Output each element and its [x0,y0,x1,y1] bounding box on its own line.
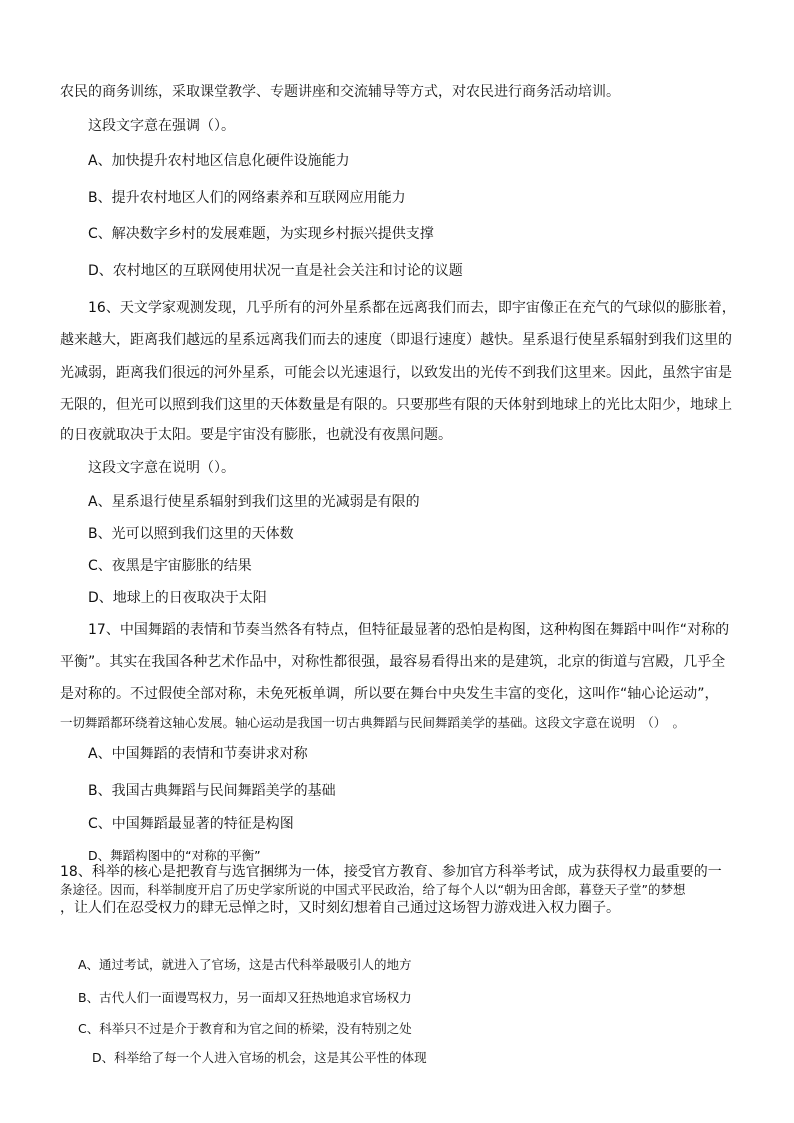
q17-option-d: D、舞蹈构图中的“对称的平衡” [88,848,261,863]
intro-line: 农民的商务训练，采取课堂教学、专题讲座和交流辅导等方式，对农民进行商务活动培训。 [60,84,620,100]
q16-line-5: 的日夜就取决于太阳。要是宇宙没有膨胀，也就没有夜黑问题。 [60,427,452,443]
q18-option-d: D、科举给了每一个人进入官场的机会，这是其公平性的体现 [92,1050,427,1065]
q16-option-a: A、星系退行使星系辐射到我们这里的光减弱是有限的 [88,494,420,510]
q18-option-a: A、通过考试，就进入了官场，这是古代科举最吸引人的地方 [78,957,412,972]
q17-line-2: 平衡”。其实在我国各种艺术作品中，对称性都很强，最容易看得出来的是建筑，北京的街道与宫殿，几乎全 [60,654,726,670]
intro-option-a: A、加快提升农村地区信息化硬件设施能力 [88,153,350,169]
q18-option-b: B、古代人们一面谩骂权力，另一面却又狂热地追求官场权力 [78,990,412,1005]
q18-line-1: 18、科举的核心是把教育与选官捆绑为一体，接受官方教育、参加官方科举考试，成为获得权力最重要的一 [60,864,722,880]
q18-line-2: 条途径。因而，科举制度开启了历史学家所说的中国式平民政治，给了每个人以“朝为田舍郎，暮登天子堂”的梦想 [60,882,686,897]
q17-line-3: 是对称的。不过假使全部对称，未免死板单调，所以要在舞台中央发生丰富的变化，这叫作“轴心论运动”， [60,686,719,702]
q17-line-1: 17、中国舞蹈的表情和节奏当然各有特点，但特征最显著的恐怕是构图，这种构图在舞蹈中叫作“对称的 [88,622,730,638]
intro-option-c: C、解决数字乡村的发展难题，为实现乡村振兴提供支撑 [88,226,434,242]
q16-line-4: 无限的，但光可以照到我们这里的天体数量是有限的。只要那些有限的天体射到地球上的光比太阳少，地球上 [60,397,732,413]
q18-line-3: ，让人们在忍受权力的肆无忌惮之时，又时刻幻想着自己通过这场智力游戏进入权力圈子。 [60,900,620,916]
q16-line-2: 越来越大，距离我们越远的星系远离我们而去的速度（即退行速度）越快。星系退行使星系辐射到我们这里的 [60,332,732,348]
q16-question: 这段文字意在说明（）。 [88,460,235,476]
q16-option-b: B、光可以照到我们这里的天体数 [88,526,294,542]
q17-option-c: C、中国舞蹈最显著的特征是构图 [88,816,294,832]
q16-line-3: 光减弱，距离我们很远的河外星系，可能会以光速退行，以致发出的光传不到我们这里来。因此，虽然宇宙是 [60,365,732,381]
q16-option-d: D、地球上的日夜取决于太阳 [88,590,267,606]
intro-option-d: D、农村地区的互联网使用状况一直是社会关注和讨论的议题 [88,263,463,279]
q16-option-c: C、夜黑是宇宙膨胀的结果 [88,558,252,574]
q17-line-4: 一切舞蹈都环绕着这轴心发展。轴心运动是我国一切古典舞蹈与民间舞蹈美学的基础。这段文字意在说明 （） 。 [60,715,686,730]
q17-option-b: B、我国古典舞蹈与民间舞蹈美学的基础 [88,783,336,799]
intro-question: 这段文字意在强调（）。 [88,118,235,134]
intro-option-b: B、提升农村地区人们的网络素养和互联网应用能力 [88,190,406,206]
q16-line-1: 16、天文学家观测发现，几乎所有的河外星系都在远离我们而去，即宇宙像正在充气的气球似的膨胀着， [88,300,736,316]
q17-option-a: A、中国舞蹈的表情和节奏讲求对称 [88,746,308,762]
q18-option-c: C、科举只不过是介于教育和为官之间的桥梁，没有特别之处 [78,1021,412,1036]
